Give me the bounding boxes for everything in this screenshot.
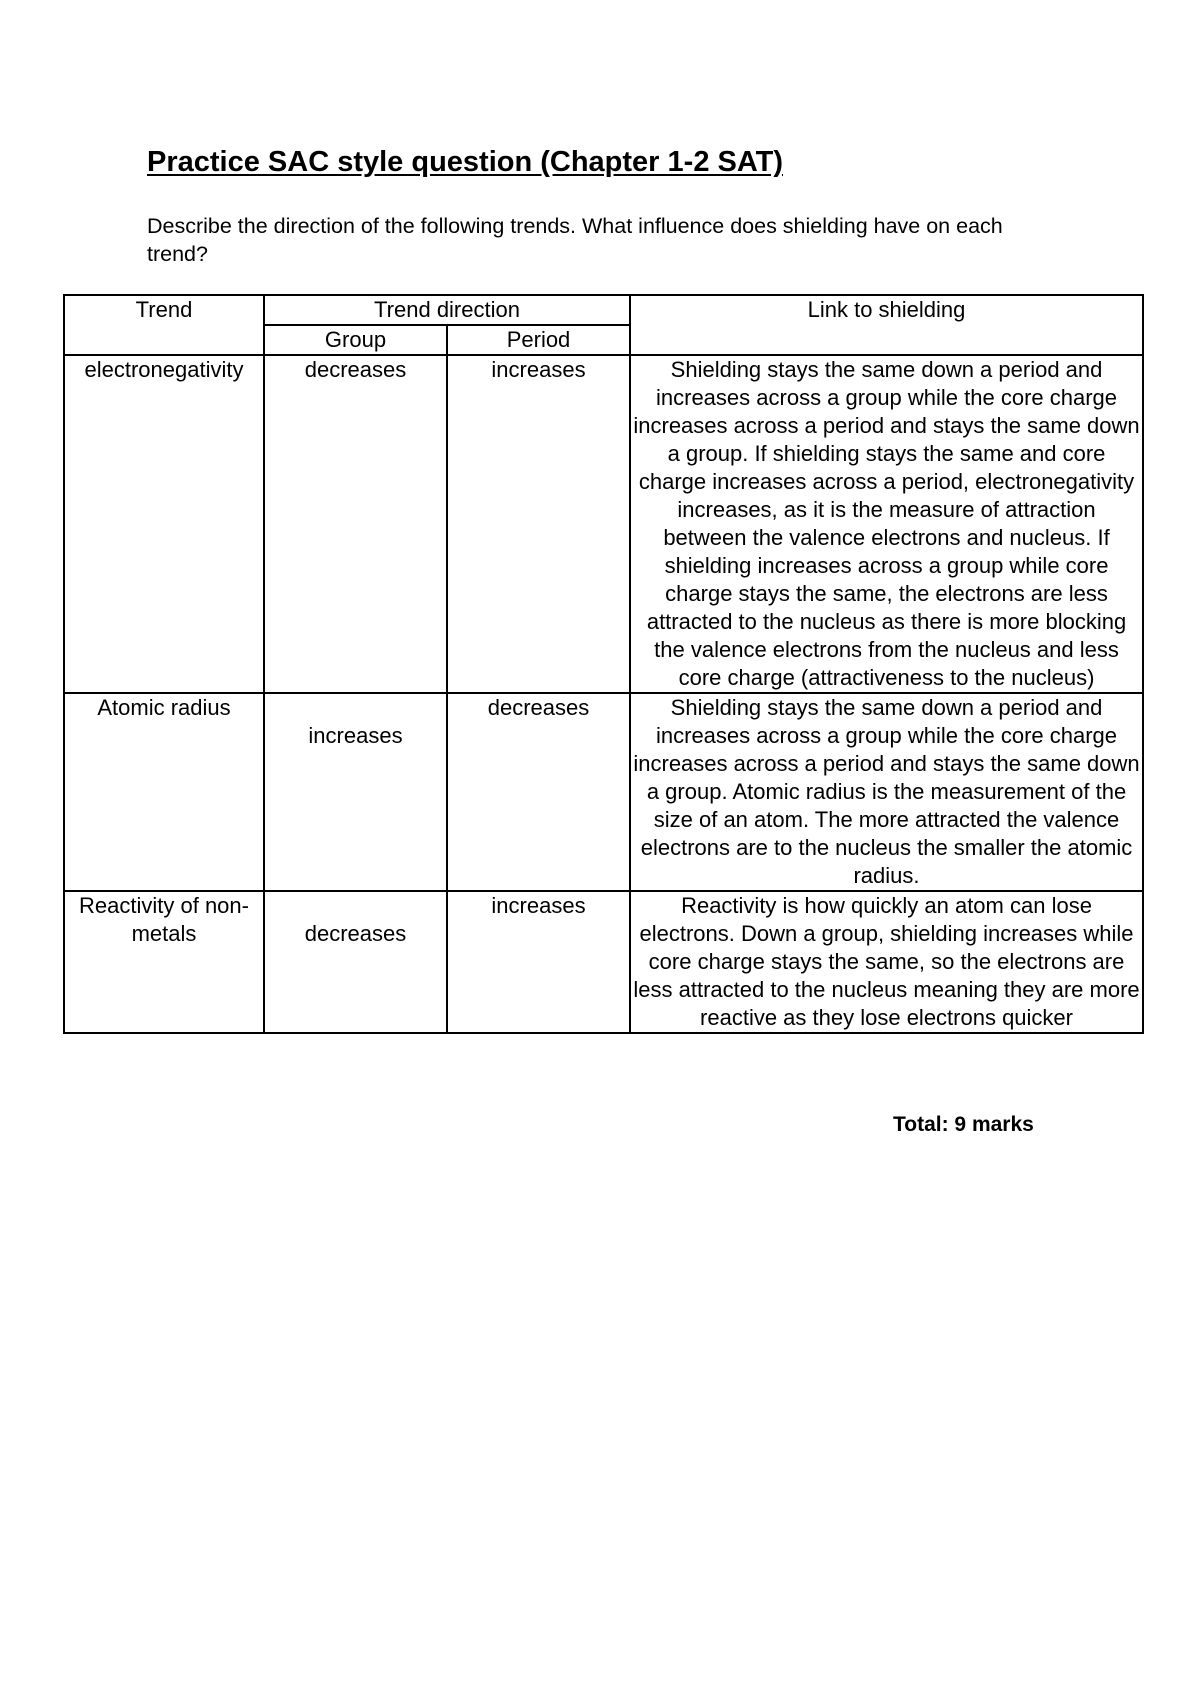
trend-name-cell: Atomic radius (64, 693, 264, 891)
header-link-to-shielding: Link to shielding (630, 295, 1143, 355)
header-trend-direction: Trend direction (264, 295, 630, 325)
total-marks: Total: 9 marks (893, 1113, 1034, 1136)
header-period: Period (447, 325, 630, 355)
shielding-link-cell: Shielding stays the same down a period and increases across a group while the core charge increases across a period and stays the same down a group. If shielding stays the same and core charge increases across a period, electronegativity increases, as it is the measure of attraction between the valence electrons and nucleus. If shielding increases across a group while core charge stays the same, the electrons are less attracted to the nucleus as there is more blocking the valence electrons from the nucleus and less core charge (attractiveness to the nucleus) (630, 355, 1143, 693)
shielding-link-cell: Shielding stays the same down a period and increases across a group while the core charge increases across a period and stays the same down a group. Atomic radius is the measurement of the size of an atom. The more attracted the valence electrons are to the nucleus the smaller the atomic radius. (630, 693, 1143, 891)
period-direction-cell: increases (447, 355, 630, 693)
page-title: Practice SAC style question (Chapter 1-2 SAT) (147, 146, 784, 178)
trend-name-cell: electronegativity (64, 355, 264, 693)
shielding-link-cell: Reactivity is how quickly an atom can lose electrons. Down a group, shielding increases while core charge stays the same, so the electrons are less attracted to the nucleus meaning they are more reactive as they lose electrons quicker (630, 891, 1143, 1033)
header-group: Group (264, 325, 447, 355)
question-instructions: Describe the direction of the following trends. What influence does shielding have on each trend? (147, 214, 1003, 266)
group-direction-cell: decreases (264, 355, 447, 693)
table-header-row (64, 295, 1143, 325)
trends-table (63, 294, 1144, 1034)
group-direction-cell: decreases (264, 891, 447, 1033)
table-row (64, 355, 1143, 693)
table-row (64, 891, 1143, 1033)
group-direction-cell: increases (264, 693, 447, 891)
period-direction-cell: decreases (447, 693, 630, 891)
period-direction-cell: increases (447, 891, 630, 1033)
trend-name-cell: Reactivity of non-metals (64, 891, 264, 1033)
header-trend: Trend (64, 295, 264, 355)
table-row (64, 693, 1143, 891)
